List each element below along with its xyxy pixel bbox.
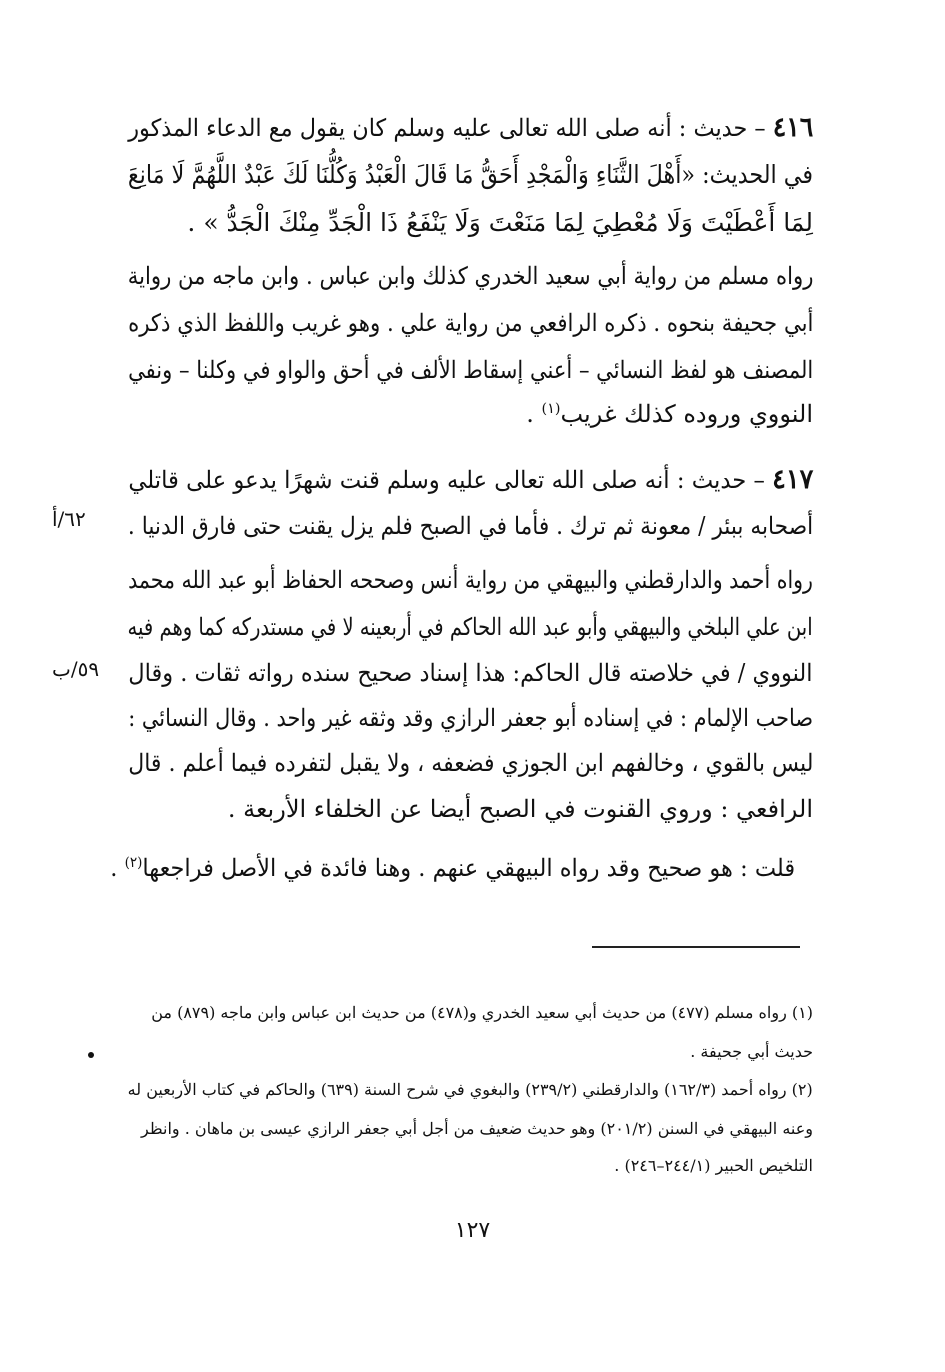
hadith-417-comment-2: ابن علي البلخي والبيهقي وأبو عبد الله الحاكم في أربعينه لا في مستدركه كما وهم فيه <box>127 613 813 641</box>
hadith-417-comment-4: صاحب الإلمام : في إسناده أبو جعفر الرازي وقد وثقه غير واحد . وقال النسائي : <box>128 704 813 732</box>
hadith-416-line-2: في الحديث: «أَهْلَ الثَّنَاءِ وَالْمَجْدِ أَحَقُّ مَا قَالَ الْعَبْدُ وَكُلُّنَا لَكَ عَبْدٌ اللَّهُمَّ لَا مَانِعَ <box>127 160 813 189</box>
footnote-2-line-2: وعنه البيهقي في السنن (٢٠١/٢) وهو حديث ضعيف من أجل أبي جعفر الرازي عيسى بن ماهان . وانظر <box>141 1119 813 1138</box>
page-number: ١٢٧ <box>454 1218 491 1243</box>
footnote-2-line-1: (٢) رواه أحمد (١٦٢/٣) والدارقطني (٢٣٩/٢) والبغوي في شرح السنة (٦٣٩) والحاكم في كتاب الأربعين له <box>127 1080 813 1099</box>
hadith-416-comment-3: المصنف هو لفظ النسائي – أعني إسقاط الألف في أحق والواو في وكلنا – ونفي <box>127 356 813 384</box>
hadith-416-comment-4-text: النووي وروده كذلك غريب <box>560 400 813 428</box>
hadith-417-number: ٤١٧ <box>771 464 813 495</box>
hadith-417-line-2: أصحابه ببئر / معونة ثم ترك . فأما في الصبح فلم يزل يقنت حتى فارق الدنيا . <box>127 512 813 540</box>
hadith-416-comment-1: رواه مسلم من رواية أبي سعيد الخدري كذلك وابن عباس . وابن ماجه من رواية <box>127 262 813 290</box>
footnote-ref-2: (٢) <box>124 855 143 871</box>
hadith-416-comment-2: أبي جحيفة بنحوه . ذكره الرافعي من رواية علي . وهو غريب واللفظ الذي ذكره <box>127 309 813 337</box>
margin-ref-62a: ٦٢/أ <box>52 507 86 531</box>
hadith-417-comment-5: ليس بالقوي ، وخالفهم ابن الجوزي فضعفه ، ولا يقبل لتفرده فيما أعلم . قال <box>127 749 813 777</box>
hadith-416-number: ٤١٦ <box>772 112 813 143</box>
stray-dot <box>88 1052 94 1058</box>
qult-text: قلت : هو صحيح وقد رواه البيهقي عنهم . وهنا فائدة في الأصل فراجعها <box>142 854 796 882</box>
hadith-417-comment-3: النووي / في خلاصته قال الحاكم: هذا إسناد صحيح سنده رواته ثقات . وقال <box>128 659 813 687</box>
hadith-416-comment-4-end: . <box>526 400 542 428</box>
hadith-417-comment-6: الرافعي : وروي القنوت في الصبح أيضا عن الخلفاء الأربعة . <box>227 795 813 823</box>
margin-ref-59b: ٥٩/ب <box>52 657 100 681</box>
qult-end: . <box>110 854 125 882</box>
hadith-416-text-1: – حديث : أنه صلى الله تعالى عليه وسلم كان يقول مع الدعاء المذكور <box>127 114 766 142</box>
footnote-separator <box>592 946 800 948</box>
hadith-416-comment-4 <box>526 400 813 428</box>
hadith-417-qult <box>110 854 795 882</box>
hadith-417-line-1 <box>128 464 813 495</box>
hadith-417-text-1: – حديث : أنه صلى الله تعالى عليه وسلم قنت شهرًا يدعو على قاتلي <box>127 466 765 494</box>
footnote-1-line-1: (١) رواه مسلم (٤٧٧) من حديث أبي سعيد الخدري و(٤٧٨) من حديث ابن عباس وابن ماجه (٨٧٩) من <box>151 1003 813 1022</box>
hadith-416-line-3: لِمَا أَعْطَيْتَ وَلَا مُعْطِيَ لِمَا مَنَعْتَ وَلَا يَنْفَعُ ذَا الْجَدِّ مِنْكَ الْجَدُّ » . <box>187 208 813 237</box>
hadith-417-comment-1: رواه أحمد والدارقطني والبيهقي من رواية أنس وصححه الحفاظ أبو عبد الله محمد <box>128 566 813 594</box>
hadith-416-line-1 <box>128 112 813 143</box>
footnote-1-line-2: حديث أبي جحيفة . <box>690 1042 813 1061</box>
footnote-ref-1: (١) <box>541 401 561 417</box>
footnote-2-line-3: التلخيص الحبير (٢٤٤/١–٢٤٦) . <box>614 1156 813 1175</box>
